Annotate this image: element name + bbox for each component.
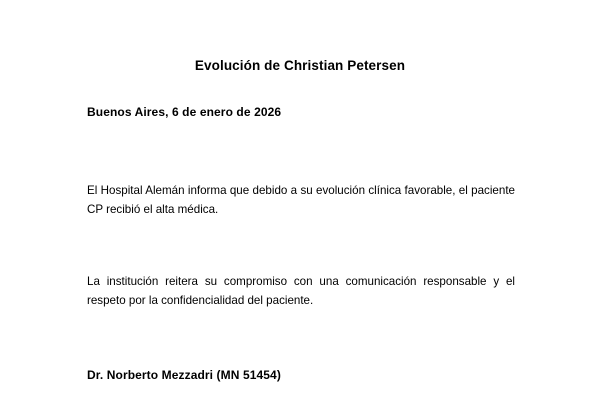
body-paragraph-2: La institución reitera su compromiso con una comunicación responsable y el respeto por la confidencialidad del paciente. (87, 275, 515, 308)
body-paragraph-1: El Hospital Alemán informa que debido a su evolución clínica favorable, el paciente CP recibió el alta médica. (87, 184, 515, 217)
place-and-date: Buenos Aires, 6 de enero de 2026 (87, 105, 282, 119)
signature-line: Dr. Norberto Mezzadri (MN 51454) (87, 368, 281, 382)
page-title: Evolución de Christian Petersen (194, 58, 406, 73)
